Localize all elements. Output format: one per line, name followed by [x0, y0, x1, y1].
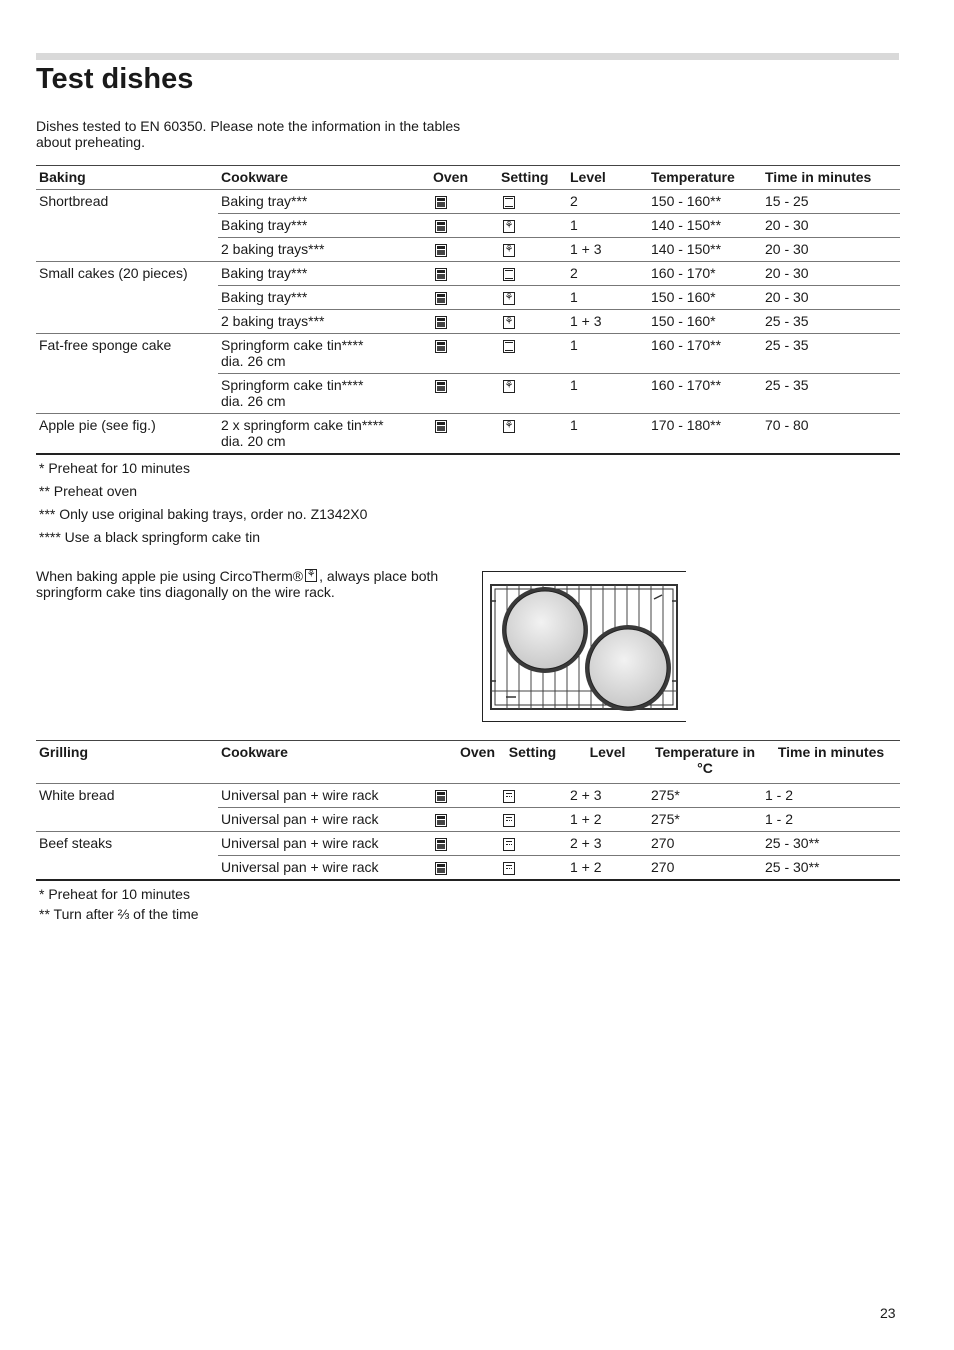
cookware-cell: Baking tray***	[218, 190, 430, 214]
time-cell: 20 - 30	[762, 262, 900, 286]
oven-cell	[430, 856, 498, 881]
circotherm-fan-icon	[305, 569, 317, 582]
intro-paragraph: Dishes tested to EN 60350. Please note the information in the tables about preheating.	[36, 118, 461, 150]
time-cell: 25 - 35	[762, 334, 900, 374]
setting-cell	[498, 262, 567, 286]
dish-cell: Small cakes (20 pieces)	[36, 262, 218, 286]
level-cell: 1	[567, 334, 648, 374]
time-cell: 20 - 30	[762, 286, 900, 310]
circotherm-fan-icon	[503, 244, 515, 257]
setting-cell	[498, 374, 567, 414]
level-cell: 2	[567, 262, 648, 286]
header-time: Time in minutes	[765, 169, 872, 185]
grill-icon	[503, 862, 515, 875]
cookware-cell: Universal pan + wire rack	[218, 808, 430, 832]
dish-cell: Shortbread	[36, 190, 218, 214]
cookware-cell: Baking tray***	[218, 214, 430, 238]
level-cell: 1 + 2	[567, 856, 648, 881]
temperature-cell: 160 - 170**	[648, 334, 762, 374]
oven-icon	[435, 380, 447, 393]
table-row	[36, 214, 900, 238]
table-row	[36, 832, 900, 856]
table-row	[36, 262, 900, 286]
temperature-cell: 170 - 180**	[648, 414, 762, 455]
setting-cell	[498, 190, 567, 214]
apple-pie-note	[36, 568, 456, 600]
oven-cell	[430, 310, 498, 334]
footnote: * Preheat for 10 minutes	[39, 460, 190, 476]
setting-cell	[498, 238, 567, 262]
cookware-cell	[218, 334, 430, 374]
table-row	[36, 414, 900, 455]
time-cell: 25 - 35	[762, 310, 900, 334]
oven-cell	[430, 808, 498, 832]
level-cell: 1	[567, 286, 648, 310]
oven-icon	[435, 220, 447, 233]
circotherm-fan-icon	[503, 316, 515, 329]
time-cell: 1 - 2	[762, 808, 900, 832]
cookware-line: dia. 20 cm	[221, 433, 286, 449]
temperature-cell: 140 - 150**	[648, 214, 762, 238]
oven-icon	[435, 420, 447, 433]
oven-cell	[430, 262, 498, 286]
cookware-cell: Baking tray***	[218, 262, 430, 286]
top-bottom-heat-icon	[503, 196, 515, 209]
oven-icon	[435, 196, 447, 209]
header-temperature: Temperature in °C	[654, 744, 756, 776]
baking-table	[36, 165, 900, 455]
header-cookware: Cookware	[221, 169, 288, 185]
header-baking: Baking	[39, 169, 86, 185]
header-oven: Oven	[459, 744, 495, 760]
oven-cell	[430, 414, 498, 455]
circotherm-fan-icon	[503, 220, 515, 233]
table-row	[36, 856, 900, 881]
footnote: ** Turn after ⅔ of the time	[39, 906, 199, 922]
header-oven: Oven	[433, 169, 469, 185]
apple-note-text: When baking apple pie using CircoTherm®	[36, 568, 304, 584]
temperature-cell: 160 - 170**	[648, 374, 762, 414]
dish-cell	[36, 214, 218, 238]
header-temperature: Temperature	[651, 169, 735, 185]
footnote: * Preheat for 10 minutes	[39, 886, 190, 902]
footnote: *** Only use original baking trays, order no. Z1342X0	[39, 506, 368, 522]
table-row	[36, 190, 900, 214]
setting-cell	[498, 286, 567, 310]
header-cookware: Cookware	[221, 744, 288, 760]
level-cell: 2 + 3	[567, 784, 648, 808]
dish-cell: Apple pie (see fig.)	[36, 414, 218, 455]
level-cell: 2	[567, 190, 648, 214]
dish-cell	[36, 856, 218, 881]
top-bottom-heat-icon	[503, 268, 515, 281]
page-title: Test dishes	[36, 63, 194, 95]
wire-rack-illustration	[482, 571, 686, 722]
baking-footnotes	[39, 457, 367, 549]
time-cell: 15 - 25	[762, 190, 900, 214]
oven-icon	[435, 814, 447, 827]
level-cell: 1 + 3	[567, 310, 648, 334]
level-cell: 1	[567, 374, 648, 414]
oven-cell	[430, 832, 498, 856]
circotherm-fan-icon	[503, 420, 515, 433]
setting-cell	[498, 334, 567, 374]
oven-icon	[435, 268, 447, 281]
table-row	[36, 808, 900, 832]
dish-cell: Fat-free sponge cake	[36, 334, 218, 374]
footnote: ** Preheat oven	[39, 483, 138, 499]
oven-cell	[430, 784, 498, 808]
oven-cell	[430, 214, 498, 238]
grill-icon	[503, 814, 515, 827]
grilling-footnotes	[39, 884, 199, 924]
oven-cell	[430, 190, 498, 214]
cookware-cell	[218, 414, 430, 455]
time-cell: 25 - 30**	[762, 856, 900, 881]
baking-header-row	[36, 166, 900, 190]
wire-rack-figure	[482, 571, 686, 722]
grilling-table	[36, 740, 900, 881]
cookware-line: dia. 26 cm	[221, 393, 286, 409]
oven-icon	[435, 862, 447, 875]
temperature-cell: 160 - 170*	[648, 262, 762, 286]
cookware-line: Springform cake tin****	[221, 377, 364, 393]
grill-icon	[503, 790, 515, 803]
temperature-cell: 150 - 160*	[648, 286, 762, 310]
cookware-cell: Universal pan + wire rack	[218, 832, 430, 856]
temperature-cell: 140 - 150**	[648, 238, 762, 262]
oven-icon	[435, 838, 447, 851]
dish-cell	[36, 238, 218, 262]
oven-cell	[430, 334, 498, 374]
header-setting: Setting	[501, 169, 549, 185]
oven-icon	[435, 340, 447, 353]
header-time: Time in minutes	[777, 744, 885, 760]
temperature-cell: 275*	[648, 784, 762, 808]
time-cell: 25 - 35	[762, 374, 900, 414]
apple-note-text: , always place both springform cake tins diagonally on the wire rack.	[36, 568, 439, 600]
setting-cell	[498, 784, 567, 808]
table-row	[36, 238, 900, 262]
dish-cell	[36, 310, 218, 334]
grill-icon	[503, 838, 515, 851]
table-row	[36, 334, 900, 374]
oven-cell	[430, 374, 498, 414]
cookware-line: dia. 26 cm	[221, 353, 286, 369]
oven-cell	[430, 238, 498, 262]
table-row	[36, 374, 900, 414]
cookware-cell: Universal pan + wire rack	[218, 784, 430, 808]
time-cell: 1 - 2	[762, 784, 900, 808]
setting-cell	[498, 856, 567, 881]
setting-cell	[498, 808, 567, 832]
oven-icon	[435, 292, 447, 305]
time-cell: 20 - 30	[762, 214, 900, 238]
level-cell: 1	[567, 214, 648, 238]
cookware-cell: 2 baking trays***	[218, 238, 430, 262]
setting-cell	[498, 214, 567, 238]
top-bottom-heat-icon	[503, 340, 515, 353]
level-cell: 1 + 2	[567, 808, 648, 832]
oven-icon	[435, 316, 447, 329]
header-grilling: Grilling	[39, 744, 88, 760]
oven-cell	[430, 286, 498, 310]
grilling-header-row	[36, 741, 900, 784]
time-cell: 20 - 30	[762, 238, 900, 262]
level-cell: 1	[567, 414, 648, 455]
time-cell: 70 - 80	[762, 414, 900, 455]
header-level: Level	[589, 744, 626, 760]
oven-icon	[435, 790, 447, 803]
level-cell: 2 + 3	[567, 832, 648, 856]
setting-cell	[498, 414, 567, 455]
cookware-cell: 2 baking trays***	[218, 310, 430, 334]
level-cell: 1 + 3	[567, 238, 648, 262]
table-row	[36, 310, 900, 334]
temperature-cell: 150 - 160*	[648, 310, 762, 334]
top-rule	[36, 53, 899, 60]
temperature-cell: 270	[648, 856, 762, 881]
cookware-line: Springform cake tin****	[221, 337, 364, 353]
oven-icon	[435, 244, 447, 257]
dish-cell	[36, 374, 218, 414]
setting-cell	[498, 832, 567, 856]
footnote: **** Use a black springform cake tin	[39, 529, 260, 545]
dish-cell: Beef steaks	[36, 832, 218, 856]
table-row	[36, 286, 900, 310]
temperature-cell: 150 - 160**	[648, 190, 762, 214]
header-level: Level	[570, 169, 606, 185]
temperature-cell: 270	[648, 832, 762, 856]
circotherm-fan-icon	[503, 380, 515, 393]
page-number: 23	[880, 1305, 896, 1321]
dish-cell	[36, 808, 218, 832]
cookware-cell: Baking tray***	[218, 286, 430, 310]
setting-cell	[498, 310, 567, 334]
dish-cell: White bread	[36, 784, 218, 808]
time-cell: 25 - 30**	[762, 832, 900, 856]
cookware-line: 2 x springform cake tin****	[221, 417, 384, 433]
dish-cell	[36, 286, 218, 310]
table-row	[36, 784, 900, 808]
header-setting: Setting	[508, 744, 557, 760]
circotherm-fan-icon	[503, 292, 515, 305]
cookware-cell: Universal pan + wire rack	[218, 856, 430, 881]
temperature-cell: 275*	[648, 808, 762, 832]
cookware-cell	[218, 374, 430, 414]
